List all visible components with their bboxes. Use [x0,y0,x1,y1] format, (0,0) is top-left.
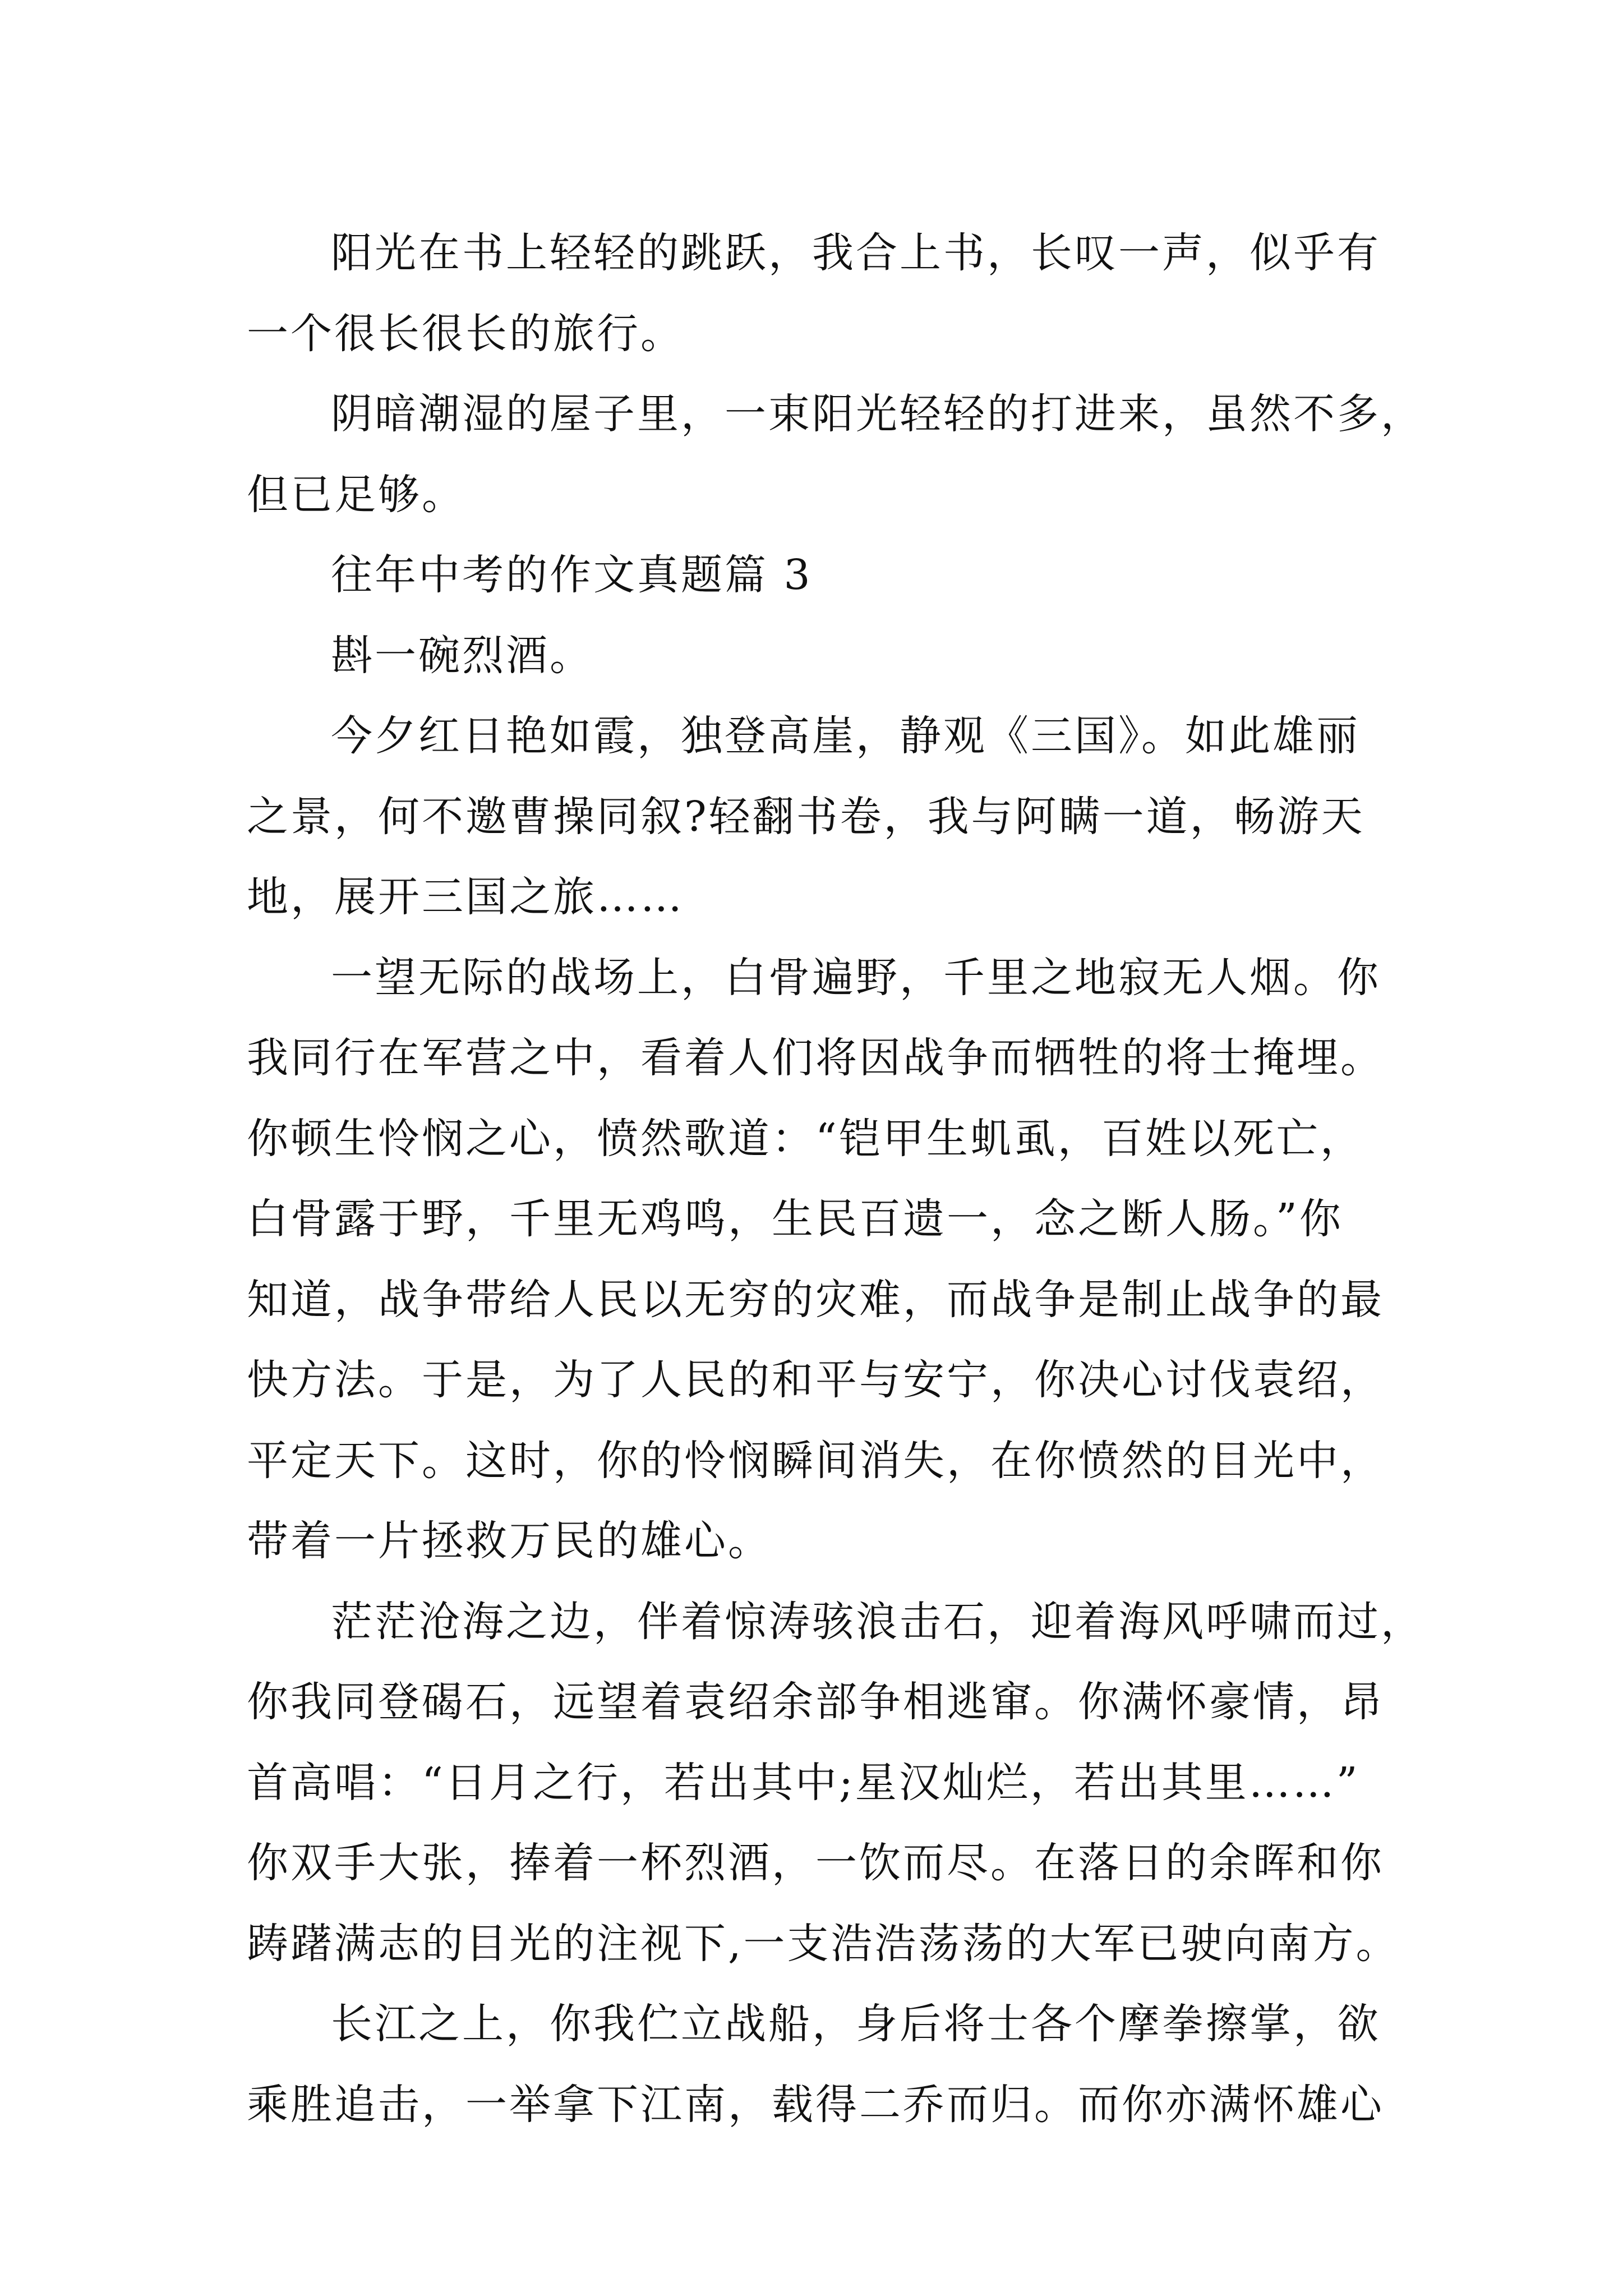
text-line: 你顿生怜悯之心，愤然歌道：“铠甲生虮虱，百姓以死亡， [247,1114,1364,1163]
text-line: 知道，战争带给人民以无穷的灾难，而战争是制止战争的最 [247,1275,1384,1324]
text-line: 往年中考的作文真题篇 3 [331,551,813,599]
text-line: 长江之上，你我伫立战船，身后将士各个摩拳擦掌，欲 [331,2000,1381,2048]
text-line: 快方法。于是，为了人民的和平与安宁，你决心讨伐袁绍， [247,1356,1384,1404]
text-line: 你我同登碣石，远望着袁绍余部争相逃窜。你满怀豪情，昂 [247,1678,1384,1726]
text-line: 一个很长很长的旅行。 [247,309,684,358]
text-line: 斟一碗烈酒。 [331,631,593,680]
text-line: 乘胜追击，一举拿下江南，载得二乔而归。而你亦满怀雄心 [247,2080,1384,2129]
text-line: 我同行在军营之中，看着人们将因战争而牺牲的将士掩埋。 [247,1034,1384,1082]
text-line: 但已足够。 [247,470,465,519]
text-line: 带着一片拯救万民的雄心。 [247,1517,772,1565]
text-line: 之景，何不邀曹操同叙?轻翻书卷，我与阿瞒一道，畅游天 [247,792,1365,841]
text-line: 踌躇满志的目光的注视下,一支浩浩荡荡的大军已驶向南方。 [247,1919,1400,1968]
text-line: 你双手大张，捧着一杯烈酒，一饮而尽。在落日的余晖和你 [247,1839,1384,1887]
document-page [247,213,1424,2145]
text-line: 茫茫沧海之边，伴着惊涛骇浪击石，迎着海风呼啸而过， [331,1597,1424,1646]
text-line: 一望无际的战场上，白骨遍野，千里之地寂无人烟。你 [331,953,1381,1002]
text-line: 阳光在书上轻轻的跳跃，我合上书，长叹一声，似乎有 [331,229,1381,277]
text-line: 白骨露于野，千里无鸡鸣，生民百遗一，念之断人肠。”你 [247,1195,1343,1243]
text-line: 首高唱：“日月之行，若出其中;星汉灿烂，若出其里……” [247,1758,1360,1807]
text-line: 阴暗潮湿的屋子里，一束阳光轻轻的打进来，虽然不多， [331,390,1424,438]
text-line: 平定天下。这时，你的怜悯瞬间消失，在你愤然的目光中， [247,1436,1384,1485]
text-line: 今夕红日艳如霞，独登高崖，静观《三国》。如此雄丽 [331,712,1360,760]
text-line: 地，展开三国之旅…… [247,873,684,921]
